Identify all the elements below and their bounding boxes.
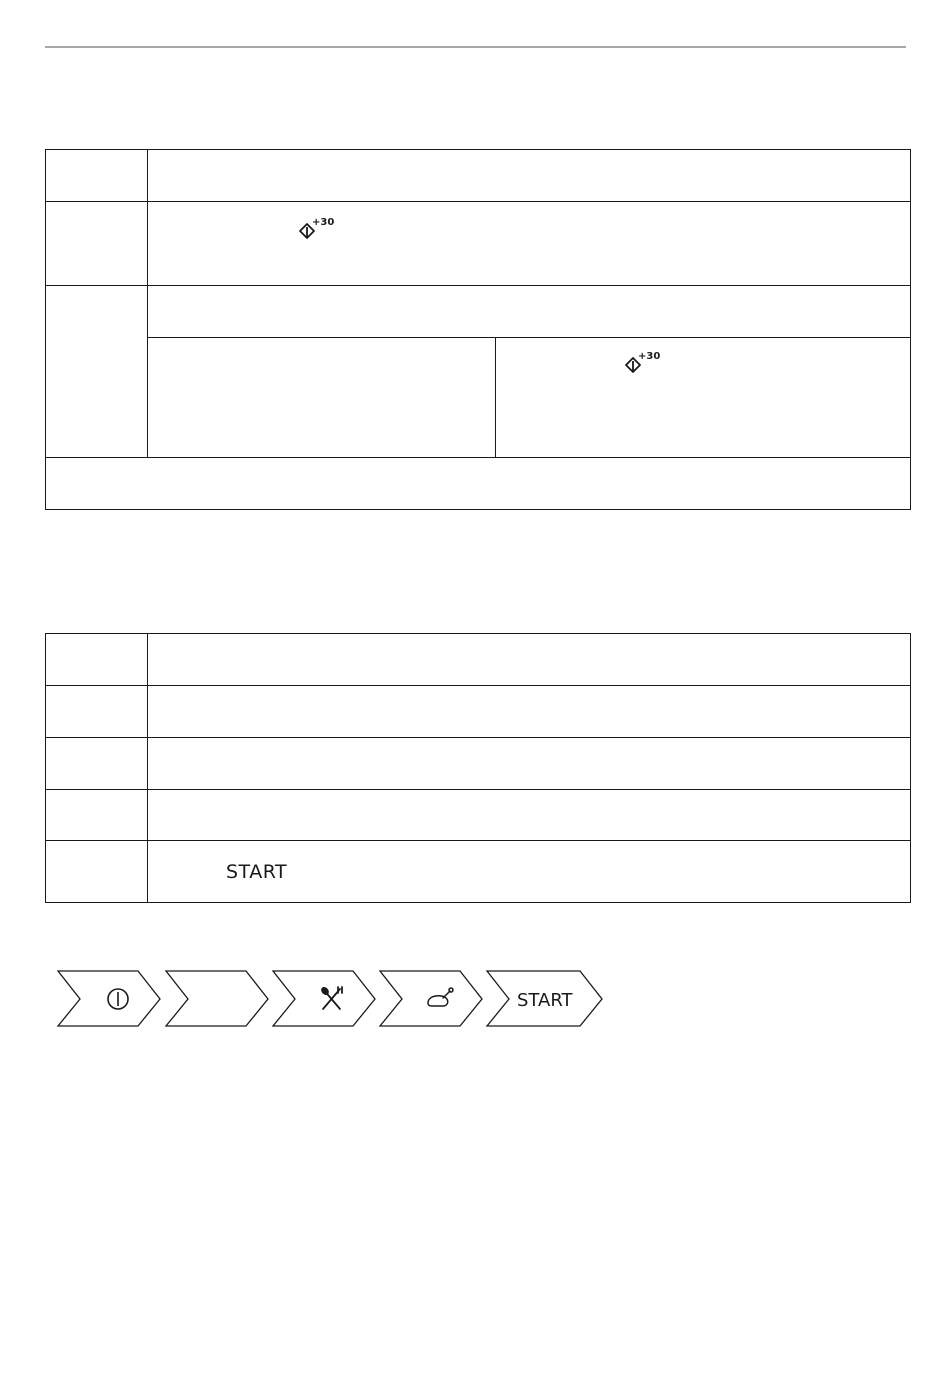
table-two-row-divider [45,840,911,841]
table-two-column-divider [147,633,148,903]
timer-plus-30-icon [294,216,334,246]
procedure-table-two [45,633,911,903]
progress-step-cutlery[interactable] [273,971,375,1026]
table-two-row-divider [45,789,911,790]
progress-step-roast[interactable] [380,971,482,1026]
table-one-row-divider [45,457,911,458]
table-one-split-divider [495,337,496,457]
table-one-row-divider [45,285,911,286]
table-two-row-divider [45,685,911,686]
progress-step-power[interactable] [58,971,160,1026]
table-one-subrow-divider [147,337,911,338]
start-chevron-label: START [517,990,573,1011]
procedure-table-one [45,149,911,510]
timer-plus-30-label: +30 [638,351,660,362]
table-one-row-divider [45,201,911,202]
progress-step-blank[interactable] [166,971,268,1026]
start-step-label: START [226,861,288,883]
table-two-row-divider [45,737,911,738]
header-rule [45,46,906,48]
timer-plus-30-label: +30 [312,217,334,228]
table-one-column-divider [147,149,148,457]
progress-steps [56,969,606,1029]
timer-plus-30-icon [620,350,660,380]
progress-step-start[interactable] [487,971,602,1026]
